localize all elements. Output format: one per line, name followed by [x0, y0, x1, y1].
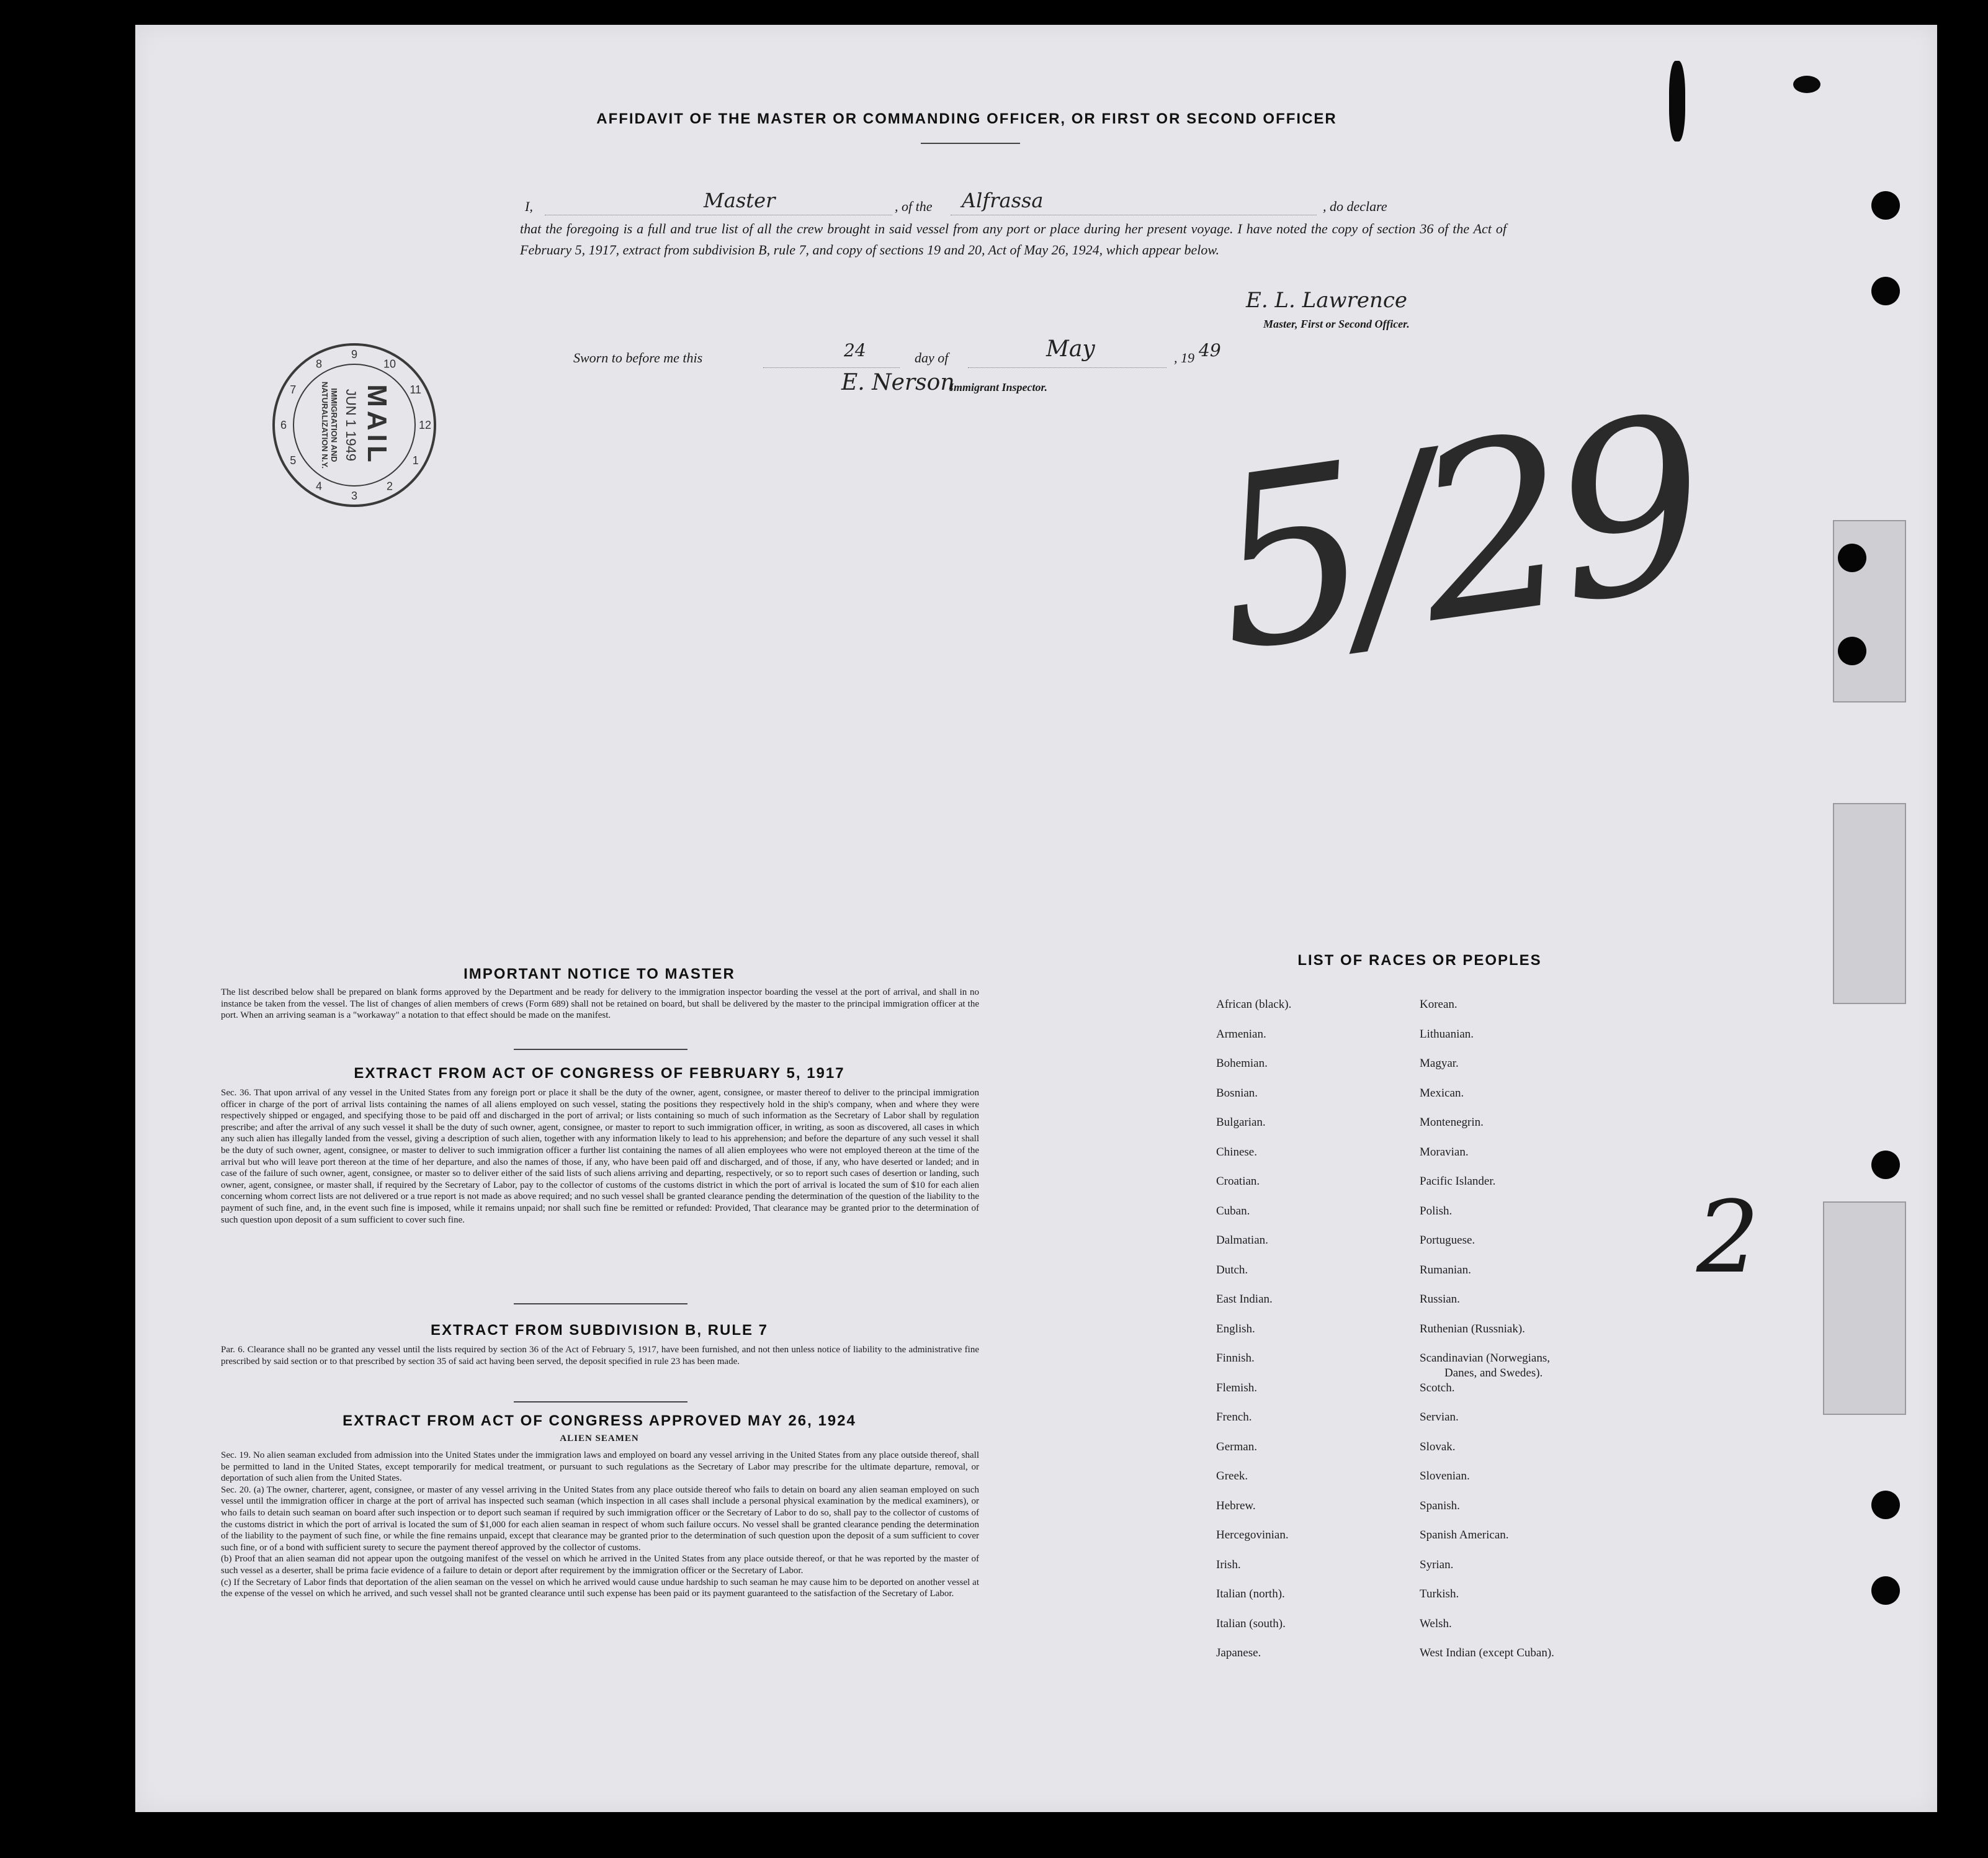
officer-caption: Master, First or Second Officer. — [1263, 318, 1410, 330]
race-item: Croatian. — [1216, 1175, 1260, 1188]
sec-19-text: Sec. 19. No alien seaman excluded from admission into the United States under the immigration laws and employed on board any vessel arriving in the United States from any place outside thereof, shall be permitted to land in the United States, except temporarily for medical treatment, or pursuant to such regulations as the Secretary of Labor may prescribe for the ultimate departure, removal, or deportation of such alien from the United States. — [221, 1450, 979, 1484]
notice-title: IMPORTANT NOTICE TO MASTER — [463, 966, 735, 982]
stamp-hour-numeral: 2 — [386, 480, 393, 493]
stamp-hour-numeral: 9 — [351, 348, 358, 361]
punch-hole — [1838, 544, 1866, 572]
race-item: Slovenian. — [1420, 1470, 1470, 1483]
race-item: Italian (north). — [1216, 1587, 1285, 1600]
divider — [514, 1401, 687, 1402]
race-item: Pacific Islander. — [1420, 1175, 1496, 1188]
index-tab — [1833, 803, 1906, 1004]
race-item: French. — [1216, 1411, 1252, 1424]
race-item: Polish. — [1420, 1204, 1453, 1218]
stamp-hour-numeral: 8 — [315, 357, 323, 370]
stamp-hour-numeral: 7 — [290, 384, 297, 396]
stamp-center — [295, 366, 413, 484]
race-item: Russian. — [1420, 1293, 1460, 1306]
stamp-hour-numeral: 3 — [351, 490, 358, 502]
stamp-hour-numeral: 12 — [418, 419, 432, 431]
race-item: German. — [1216, 1440, 1257, 1453]
punch-hole — [1871, 1151, 1900, 1179]
sec-20c-text: (c) If the Secretary of Labor finds that deportation of the alien seaman on the vessel on which he arrived would cause undue hardship to such seaman he may cause him to be deported on another vessel at the expense of the vessel on which he arrived, and such vessel shall not be granted clearance until such expense has been paid or its payment guaranteed to the satisfaction of the Secretary of Labor. — [221, 1577, 979, 1599]
inspector-caption: Immigrant Inspector. — [949, 381, 1048, 393]
race-item: West Indian (except Cuban). — [1420, 1646, 1554, 1659]
handwritten-number: 2 — [1696, 1179, 1760, 1295]
race-item: Hebrew. — [1216, 1499, 1256, 1512]
race-item: Flemish. — [1216, 1381, 1257, 1394]
year-handwritten: 49 — [1199, 340, 1221, 361]
stamp-hour-numeral: 4 — [315, 480, 323, 493]
race-item: Spanish American. — [1420, 1528, 1509, 1542]
race-item: Finnish. — [1216, 1352, 1255, 1365]
race-item: Spanish. — [1420, 1499, 1460, 1512]
stamp-hour-numeral: 1 — [412, 454, 419, 467]
race-item: East Indian. — [1216, 1293, 1273, 1306]
extract-1924-title: EXTRACT FROM ACT OF CONGRESS APPROVED MAY 26, 1924 — [343, 1412, 856, 1429]
sworn-line — [573, 336, 1479, 371]
race-item: Armenian. — [1216, 1027, 1266, 1041]
punch-hole — [1871, 191, 1900, 220]
extract-1917-title: EXTRACT FROM ACT OF CONGRESS OF FEBRUARY 5, 1917 — [354, 1065, 845, 1082]
punch-hole — [1871, 277, 1900, 305]
day-handwritten: 24 — [844, 340, 866, 361]
document-page — [135, 25, 1937, 1812]
race-item: Italian (south). — [1216, 1617, 1286, 1630]
extract-1917-text: Sec. 36. That upon arrival of any vessel in the United States from any foreign port or place it shall be the duty of the owner, agent, consignee, or master thereof to deliver to the principal immigration officer in charge of the port of arrival lists containing the names of all aliens employed on such vessel, stating the positions they respectively hold in the ship's company, when and where they were respectively shipped or engaged, and specifying those to be paid off and discharged in the port of arrival; or lists containing so much of such information as the Secretary of Labor shall by regulation prescribe; and after the arrival of any such vessel it shall be the duty of such owner, agent, consignee, or master to report to such immigration officer, in writing, as soon as discovered, all cases in which any such alien has illegally landed from the vessel, giving a description of such alien, together with any information likely to lead to his apprehension; and before the departure of any such vessel it shall be the duty of such owner, agent, consignee, or master to deliver to such immigration officer a further list containing the names of all alien employees who were not employed thereon at the time of the arrival but who will leave port thereon at the time of her departure, and also the names of those, if any, who have been paid off and discharged, and of those, if any, who have deserted or landed; and in case of the failure of such owner, agent, consignee, or master so to deliver either of the said lists of such aliens arriving and departing, respectively, or so to report such cases of desertion or landing, such owner, agent, consignee, or master shall, if required by the Secretary of Labor, pay to the collector of customs of the customs district in which the port of arrival is located the sum of $10 for each alien concerning whom correct lists are not delivered or a true report is not made as above required; and no such vessel shall be granted clearance pending the determination of the question of the liability to the payment of such fine, and, in the event such fine is imposed, while it remains unpaid; nor shall such fine be remitted or refunded: Provided, That clearance may be granted prior to the determination of such question upon deposit of a sum sufficient to cover such fine. — [221, 1088, 979, 1225]
vessel-handwritten: Alfrassa — [962, 189, 1044, 212]
race-item: Servian. — [1420, 1411, 1459, 1424]
day-of-label: day of — [915, 350, 949, 366]
stamp-hour-numeral: 10 — [383, 357, 396, 370]
inspector-signature: E. Nerson — [841, 370, 955, 395]
race-item: Bulgarian. — [1216, 1116, 1266, 1129]
punch-hole — [1871, 1491, 1900, 1519]
do-declare-label: , do declare — [1323, 199, 1387, 214]
race-item: Moravian. — [1420, 1145, 1469, 1159]
race-item: Greek. — [1216, 1470, 1248, 1483]
race-item: Slovak. — [1420, 1440, 1456, 1453]
race-item: Lithuanian. — [1420, 1027, 1474, 1041]
sec-20b-text: (b) Proof that an alien seaman did not appear upon the outgoing manifest of the vessel on which he arrived in the United States from any place outside thereof, or that he was reported by the master of such vessel as a deserter, shall be prima facie evidence of a failure to detain or deport after requirement by the immigration officer or the Secretary of Labor. — [221, 1554, 979, 1576]
race-item: Irish. — [1216, 1558, 1241, 1571]
race-item: Turkish. — [1420, 1587, 1459, 1600]
races-left-column — [1216, 998, 1402, 1730]
race-item: English. — [1216, 1322, 1255, 1335]
sec-20a-text: Sec. 20. (a) The owner, charterer, agent, consignee, or master of any vessel arriving in the United States from any place outside thereof who fails to detain on board any alien seaman employed on such vessel until the immigration officer in charge at the port of arrival has inspected such seaman (which inspection in all cases shall include a personal physical examination by the medical examiners), or who fails to detain such seaman on board after such inspection or to deport such seaman if required by such immigration officer or the Secretary of Labor to do so, shall pay to the collector of customs of the customs district in which the port of arrival is located the sum of $1,000 for each alien seaman in respect of whom such failure occurs. No vessel shall be granted clearance pending the determination of the liability to the payment of such fine, or while the fine remains unpaid, except that clearance may be granted prior to the determination of such question upon the deposit of a sum sufficient to cover such fine, or of a bond with sufficient surety to secure the payment thereof approved by the collector of customs. — [221, 1484, 979, 1553]
race-item: Scandinavian (Norwegians, — [1420, 1352, 1550, 1365]
punch-hole — [1838, 637, 1866, 665]
officer-signature: E. L. Lawrence — [1246, 288, 1408, 313]
race-item: Japanese. — [1216, 1646, 1261, 1659]
race-item: Mexican. — [1420, 1086, 1464, 1100]
race-item: Bosnian. — [1216, 1086, 1258, 1100]
race-item: Syrian. — [1420, 1558, 1454, 1571]
race-item: Rumanian. — [1420, 1263, 1471, 1277]
index-tab — [1823, 1201, 1906, 1415]
affidavit-title: AFFIDAVIT OF THE MASTER OR COMMANDING OFFICER, OR FIRST OR SECOND OFFICER — [596, 110, 1337, 127]
race-item: Montenegrin. — [1420, 1116, 1484, 1129]
race-item: Korean. — [1420, 998, 1457, 1011]
extract-rule7-title: EXTRACT FROM SUBDIVISION B, RULE 7 — [430, 1322, 769, 1339]
race-item: Dutch. — [1216, 1263, 1248, 1277]
race-item: Portuguese. — [1420, 1234, 1475, 1247]
notice-text: The list described below shall be prepared on blank forms approved by the Department and be ready for delivery to the immigration inspector boarding the vessel at the port of arrival, and shall in no instance be taken from the vessel. The list of changes of alien members of crews (Form 689) shall not be retained on board, but shall be delivered by the master to the principal immigration officer at the port. When an arriving seaman is a "workaway" a notation to that effect should be made on the manifest. — [221, 987, 979, 1021]
ink-blot — [1669, 61, 1685, 141]
stamp-hour-numeral: 11 — [410, 384, 422, 396]
year-prefix: , 19 — [1174, 350, 1194, 366]
divider — [514, 1049, 687, 1050]
stamp-date: JUN 1 1949 — [343, 388, 359, 462]
day-blank — [763, 350, 900, 368]
race-item: Ruthenian (Russniak). — [1420, 1322, 1525, 1335]
punch-hole — [1871, 1576, 1900, 1605]
stamp-mail: MAIL — [362, 384, 392, 466]
race-item: Dalmatian. — [1216, 1234, 1268, 1247]
race-item: Hercegovinian. — [1216, 1528, 1289, 1542]
affidavit-declaration — [520, 191, 1507, 261]
extract-rule7-text: Par. 6. Clearance shall no be granted any vessel until the lists required by section 36 of the Act of February 5, 1917, have been furnished, and not then unless notice of liability to the administrative fine prescribed by said section or to that prescribed by section 35 of said act having been served, the deposit specified in rule 23 has been made. — [221, 1345, 979, 1367]
i-label: I, — [525, 199, 533, 214]
race-item: African (black). — [1216, 998, 1292, 1011]
extract-1924-subtitle: ALIEN SEAMEN — [560, 1434, 639, 1443]
race-item: Chinese. — [1216, 1145, 1257, 1159]
handwritten-date-fraction: 5/29 — [1198, 365, 1712, 704]
month-handwritten: May — [1046, 336, 1095, 362]
sworn-label: Sworn to before me this — [573, 350, 703, 366]
ink-blot — [1793, 76, 1820, 93]
stamp-office: IMMIGRATION AND NATURALIZATION N.Y. — [320, 381, 339, 469]
races-right-column — [1420, 998, 1680, 1730]
race-item: Scotch. — [1420, 1381, 1455, 1394]
race-item: Danes, and Swedes). — [1444, 1367, 1543, 1380]
extract-1924-body — [221, 1450, 979, 1600]
mail-date-stamp — [271, 341, 438, 509]
races-title: LIST OF RACES OR PEOPLES — [1297, 952, 1542, 969]
stamp-hour-numeral: 5 — [290, 454, 297, 467]
of-the-label: , of the — [895, 199, 933, 214]
declaration-body: that the foregoing is a full and true list of all the crew brought in said vessel from any port or place during her present voyage. I have noted the copy of section 36 of the Act of February 5, 1917, extract from subdivision B, rule 7, and copy of sections 19 and 20, Act of May 26, 1924, which appear below. — [520, 221, 1507, 258]
divider — [921, 143, 1020, 144]
race-item: Welsh. — [1420, 1617, 1452, 1630]
race-item: Cuban. — [1216, 1204, 1250, 1218]
divider — [514, 1303, 687, 1304]
stamp-hour-numeral: 6 — [280, 419, 287, 431]
race-item: Magyar. — [1420, 1057, 1459, 1070]
rank-handwritten: Master — [704, 189, 776, 212]
race-item: Bohemian. — [1216, 1057, 1268, 1070]
